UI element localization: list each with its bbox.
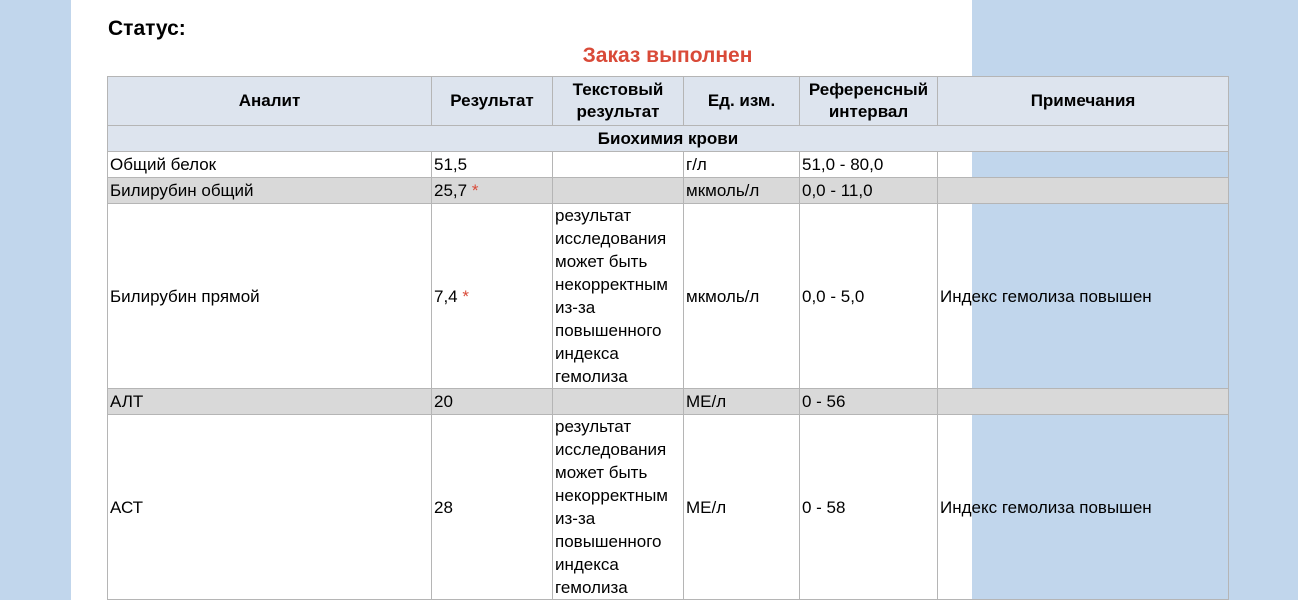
units-cell: г/л	[684, 152, 800, 178]
notes-cell	[938, 152, 1229, 178]
result-value: 28	[434, 497, 453, 517]
result-cell	[432, 389, 553, 415]
result-cell	[432, 415, 553, 600]
analyte-cell: АСТ	[108, 415, 432, 600]
ref-interval-cell: 0,0 - 5,0	[800, 204, 938, 389]
abnormal-flag: *	[471, 181, 479, 200]
section-row	[108, 126, 1229, 152]
result-cell	[432, 178, 553, 204]
result-cell	[432, 152, 553, 178]
analyte-cell: Билирубин прямой	[108, 204, 432, 389]
ref-interval-cell: 51,0 - 80,0	[800, 152, 938, 178]
abnormal-flag: *	[462, 286, 469, 306]
results-table	[107, 76, 1229, 600]
text-result-cell: результат исследования может быть некорректным из-за повышенного индекса гемолиза	[553, 204, 684, 389]
analyte-cell: Общий белок	[108, 152, 432, 178]
section-title: Биохимия крови	[108, 126, 1229, 152]
order-status: Заказ выполнен	[582, 44, 753, 67]
text-result-cell: результат исследования может быть некорректным из-за повышенного индекса гемолиза	[553, 415, 684, 600]
result-value: 7,4	[434, 286, 458, 306]
table-header-row	[108, 77, 1229, 126]
header-text-result: Текстовый результат	[553, 77, 684, 126]
notes-cell: Индекс гемолиза повышен	[938, 204, 1229, 389]
header-notes: Примечания	[938, 77, 1229, 126]
table-row	[108, 178, 1229, 204]
table-row	[108, 204, 1229, 389]
units-cell: мкмоль/л	[684, 178, 800, 204]
result-value: 25,7	[434, 181, 468, 200]
table-row	[108, 152, 1229, 178]
analyte-cell: Билирубин общий	[108, 178, 432, 204]
header-ref-interval: Референсный интервал	[800, 77, 938, 126]
header-analyte: Аналит	[108, 77, 432, 126]
header-units: Ед. изм.	[684, 77, 800, 126]
units-cell: мкмоль/л	[684, 204, 800, 389]
ref-interval-cell: 0,0 - 11,0	[800, 178, 938, 204]
text-result-cell	[553, 389, 684, 415]
text-result-cell	[553, 178, 684, 204]
ref-interval-cell: 0 - 56	[800, 389, 938, 415]
result-cell	[432, 204, 553, 389]
status-label: Статус:	[108, 17, 186, 40]
units-cell: МЕ/л	[684, 415, 800, 600]
notes-cell	[938, 389, 1229, 415]
table-row	[108, 415, 1229, 600]
units-cell: МЕ/л	[684, 389, 800, 415]
header-result: Результат	[432, 77, 553, 126]
ref-interval-cell: 0 - 58	[800, 415, 938, 600]
analyte-cell: АЛТ	[108, 389, 432, 415]
text-result-cell	[553, 152, 684, 178]
notes-cell: Индекс гемолиза повышен	[938, 415, 1229, 600]
table-row	[108, 389, 1229, 415]
notes-cell	[938, 178, 1229, 204]
result-value: 51,5	[434, 155, 468, 174]
result-value: 20	[434, 392, 453, 411]
